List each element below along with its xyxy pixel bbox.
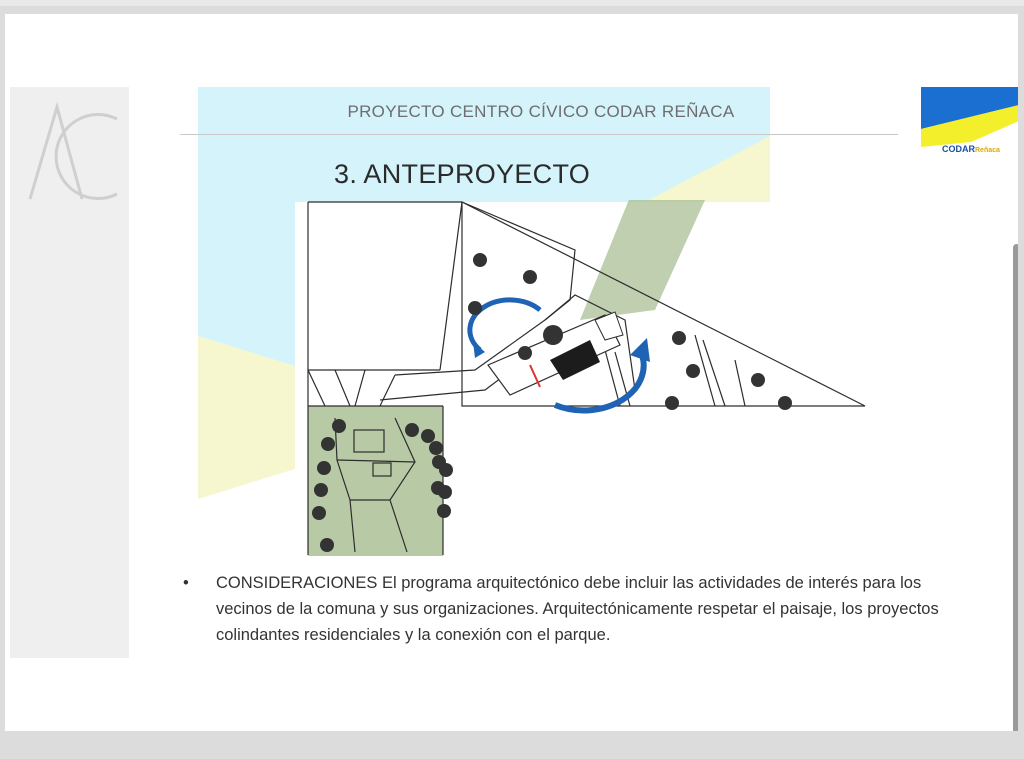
codar-logo-text [942,144,1000,154]
section-title: 3. ANTEPROYECTO [334,159,591,189]
building [488,312,623,395]
site-plan [275,200,885,570]
vertical-scrollbar[interactable] [1013,244,1018,731]
consideraciones-text: CONSIDERACIONES El programa arquitectónico debe incluir las actividades de interés para los vecinos de la comuna y sus organizaciones. Arquitectónicamente respetar el paisaje, los proyectos colindantes residenciales y la conexión con el parque. [216,574,939,644]
brand-suffix: Reñaca [975,147,1000,154]
header-divider [180,134,898,135]
header-title: PROYECTO CENTRO CÍVICO CODAR REÑACA [347,102,735,121]
green-zone [580,200,705,320]
bullet-marker: • [183,574,189,592]
consideraciones-bullet [183,570,963,648]
park-area [308,406,443,556]
window-top-bar [0,0,1024,6]
ac-logo [22,99,122,209]
slide [5,14,1018,731]
left-panel [10,87,129,658]
brand-name: CODAR [942,144,975,154]
